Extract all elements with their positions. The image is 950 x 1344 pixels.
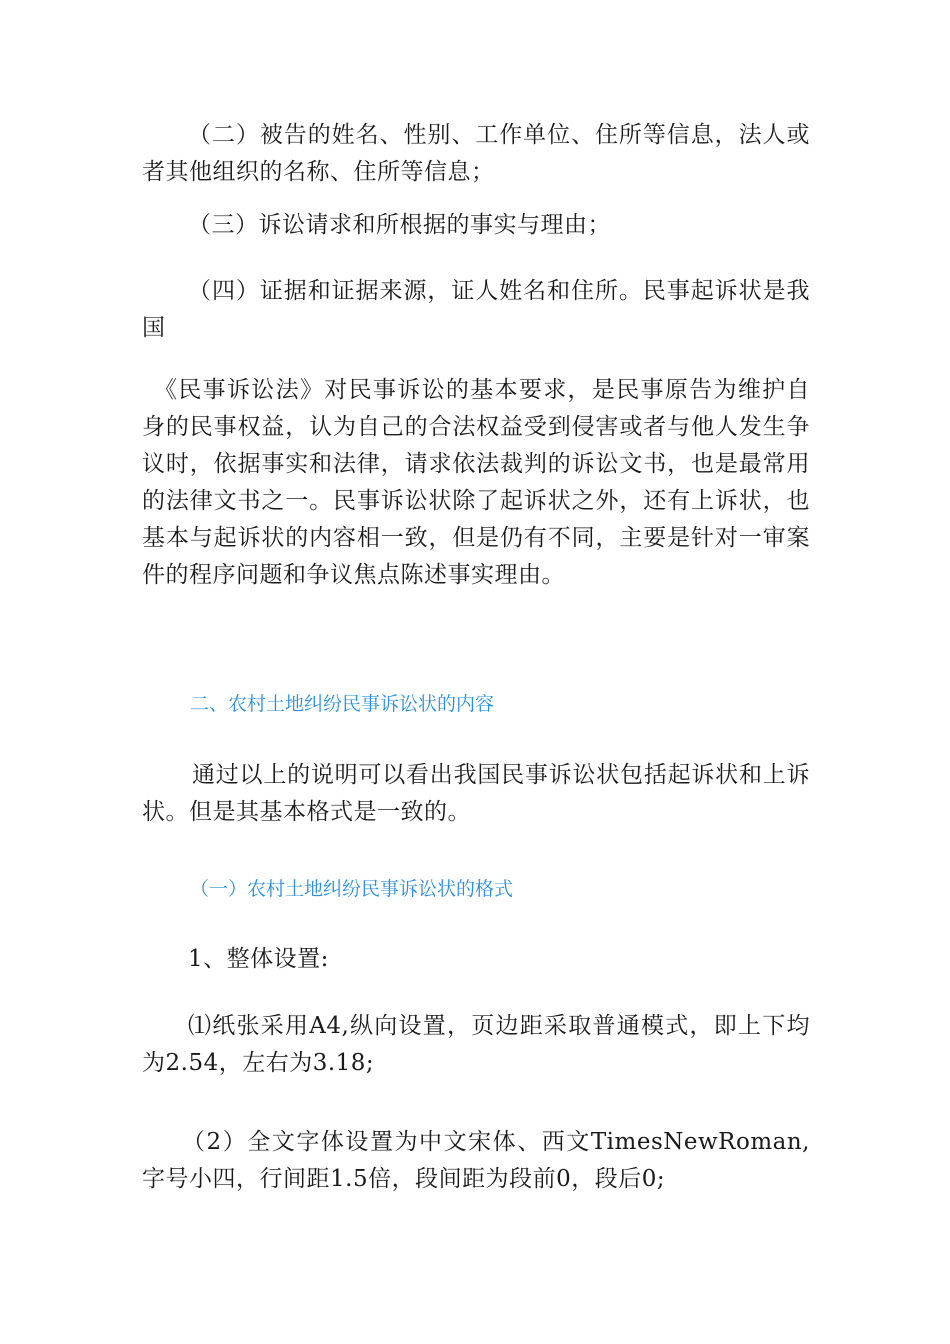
paragraph-summary: 通过以上的说明可以看出我国民事诉讼状包括起诉状和上诉状。但是其基本格式是一致的。: [142, 762, 810, 825]
paragraph-defendant-info: （二）被告的姓名、性别、工作单位、住所等信息，法人或者其他组织的名称、住所等信息；: [142, 122, 810, 185]
subsection-heading-format: （一）农村土地纠纷民事诉讼状的格式: [190, 878, 514, 900]
paragraph-civil-procedure: 《民事诉讼法》对民事诉讼的基本要求，是民事原告为维护自身的民事权益，认为自己的合法权益受到侵害或者与他人发生争议时，依据事实和法律，请求依法裁判的诉讼文书，也是最常用的法律文书之一。民事诉讼状除了起诉状之外，还有上诉状，也基本与起诉状的内容相一致，但是仍有不同，主要是针对一审案件的程序问题和争议焦点陈述事实理由。: [142, 377, 810, 588]
paragraph-overall-settings: 1、整体设置:: [188, 946, 329, 972]
paragraph-evidence: （四）证据和证据来源，证人姓名和住所。民事起诉状是我国: [142, 278, 810, 341]
paragraph-font-settings: （2）全文字体设置为中文宋体、西文TimesNewRoman,字号小四，行间距1.5倍，段间距为段前0，段后0;: [142, 1129, 810, 1192]
paragraph-claims: （三）诉讼请求和所根据的事实与理由；: [188, 212, 611, 238]
paragraph-paper-settings: ⑴纸张采用A4,纵向设置，页边距采取普通模式，即上下均为2.54，左右为3.18;: [142, 1013, 810, 1076]
section-heading-content: 二、农村土地纠纷民事诉讼状的内容: [190, 693, 495, 715]
